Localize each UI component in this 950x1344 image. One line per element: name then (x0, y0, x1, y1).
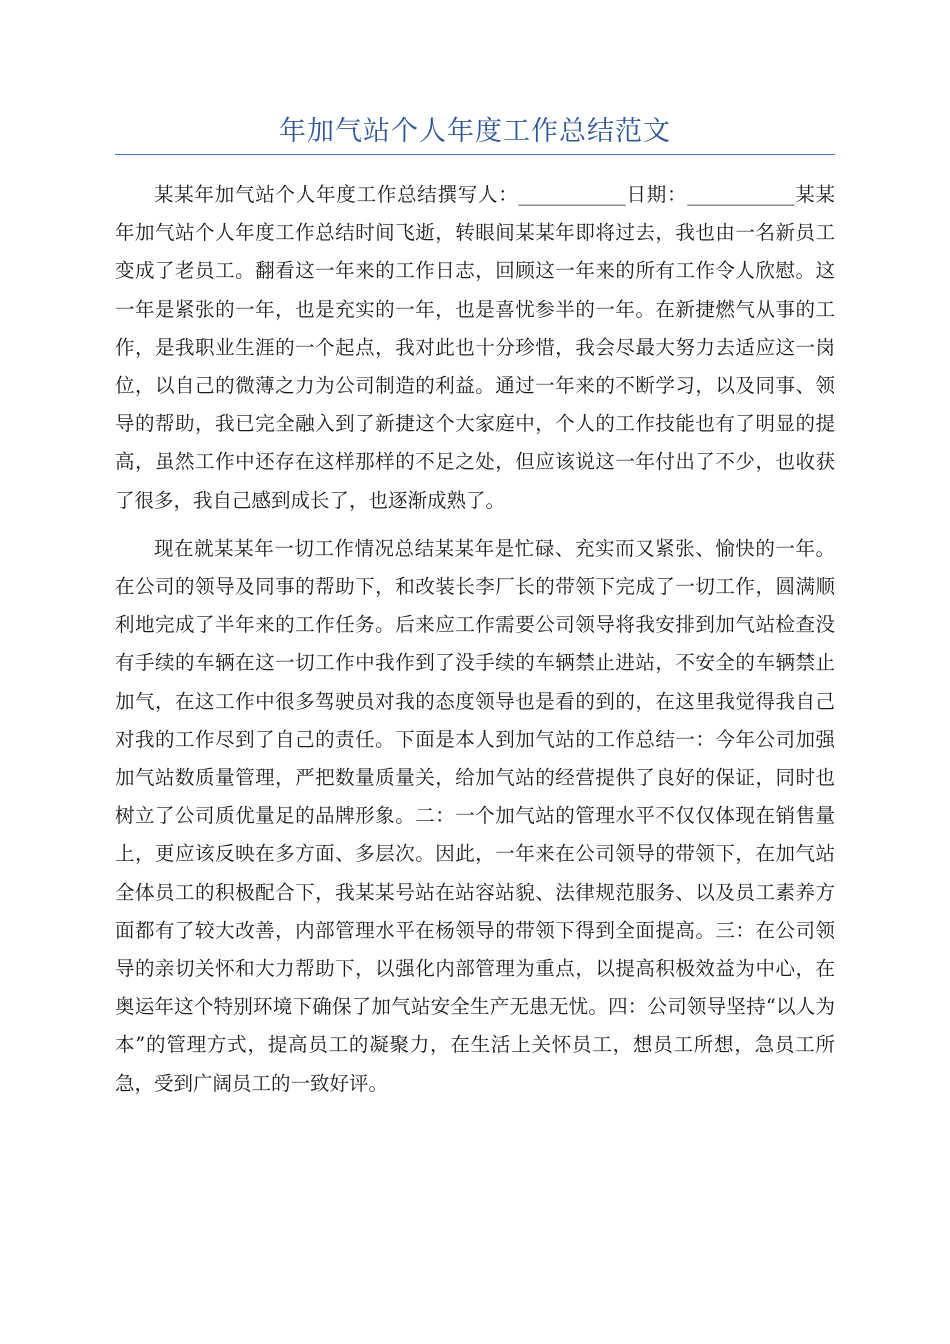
paragraph-2: 现在就某某年一切工作情况总结某某年是忙碌、充实而又紧张、愉快的一年。在公司的领导及同事的帮助下，和改装长李厂长的带领下完成了一切工作，圆满顺利地完成了半年来的工作任务。后来应工作需要公司领导将我安排到加气站检查没有手续的车辆在这一切工作中我作到了没手续的车辆禁止进站，不安全的车辆禁止加气，在这工作中很多驾驶员对我的态度领导也是看的到的，在这里我觉得我自己对我的工作尽到了自己的责任。下面是本人到加气站的工作总结一：今年公司加强加气站数质量管理，严把数量质量关，给加气站的经营提供了良好的保证，同时也树立了公司质优量足的品牌形象。二：一个加气站的管理水平不仅仅体现在销售量上，更应该反映在多方面、多层次。因此，一年来在公司领导的带领下，在加气站全体员工的积极配合下，我某某号站在站容站貌、法律规范服务、以及员工素养方面都有了较大改善，内部管理水平在杨领导的带领下得到全面提高。三：在公司领导的亲切关怀和大力帮助下，以强化内部管理为重点，以提高积极效益为中心，在奥运年这个特别环境下确保了加气站安全生产无患无忧。四：公司领导坚持“以人为本”的管理方式，提高员工的凝聚力，在生活上关怀员工，想员工所想，急员工所急，受到广阔员工的一致好评。 (115, 536, 835, 1095)
document-title: 年加气站个人年度工作总结范文 (279, 116, 671, 147)
document-body (115, 176, 835, 1113)
title-underline (115, 154, 835, 155)
paragraph-1: 某某年加气站个人年度工作总结撰写人：___________日期：___________某某年加气站个人年度工作总结时间飞逝，转眼间某某年即将过去，我也由一名新员工变成了老员工。翻看这一年来的工作日志，回顾这一年来的所有工作令人欣慰。这一年是紧张的一年，也是充实的一年，也是喜忧参半的一年。在新捷燃气从事的工作，是我职业生涯的一个起点，我对此也十分珍惜，我会尽最大努力去适应这一岗位，以自己的微薄之力为公司制造的利益。通过一年来的不断学习，以及同事、领导的帮助，我已完全融入到了新捷这个大家庭中，个人的工作技能也有了明显的提高，虽然工作中还存在这样那样的不足之处，但应该说这一年付出了不少，也收获了很多，我自己感到成长了，也逐渐成熟了。 (115, 183, 835, 512)
